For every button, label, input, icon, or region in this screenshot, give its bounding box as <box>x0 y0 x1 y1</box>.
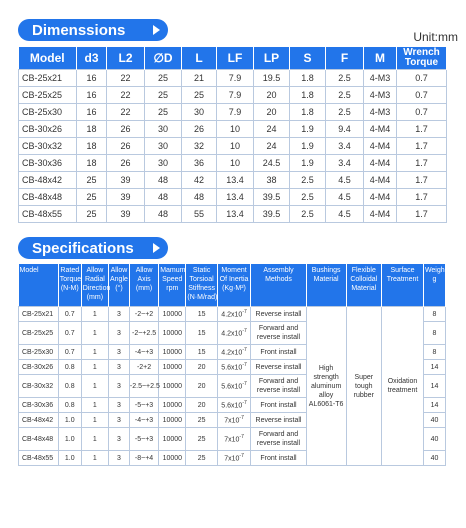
table-cell: 0.7 <box>397 87 447 104</box>
table-cell-angle: 3 <box>108 360 129 375</box>
table-cell: 25 <box>145 70 182 87</box>
arrow-right-icon <box>153 243 160 253</box>
table-cell: 30 <box>182 104 217 121</box>
inertia-value: 7x10 <box>224 417 240 425</box>
table-cell-assembly: Front install <box>251 398 306 413</box>
specifications-table <box>18 264 446 466</box>
table-cell: 18 <box>77 155 107 172</box>
dimensions-header-cell: Wrench Torque <box>397 47 447 70</box>
table-row <box>19 172 447 189</box>
table-cell: 26 <box>107 155 145 172</box>
table-cell-inertia <box>217 345 250 360</box>
table-cell: 22 <box>107 87 145 104</box>
table-cell: 3.4 <box>326 138 364 155</box>
table-cell-axis: -5~+3 <box>129 398 158 413</box>
table-cell: 32 <box>182 138 217 155</box>
table-cell: CB-25x25 <box>19 87 77 104</box>
table-cell: 30 <box>145 121 182 138</box>
table-cell-speed: 10000 <box>159 413 186 428</box>
inertia-value: 4.2x10 <box>221 311 243 319</box>
table-cell-model: CB-48x48 <box>19 428 59 451</box>
table-cell-angle: 3 <box>108 375 129 398</box>
table-cell: 4-M3 <box>364 104 397 121</box>
table-cell: 19.5 <box>254 70 290 87</box>
dimensions-header-cell: LP <box>254 47 290 70</box>
table-cell: 1.8 <box>290 70 326 87</box>
table-cell-stiff: 25 <box>186 413 217 428</box>
table-cell: 4-M4 <box>364 172 397 189</box>
table-cell-radial: 1 <box>81 413 108 428</box>
table-cell-weight: 8 <box>423 345 445 360</box>
arrow-right-icon <box>153 25 160 35</box>
table-cell-model: CB-25x25 <box>19 322 59 345</box>
table-cell-angle: 3 <box>108 307 129 322</box>
table-cell-model: CB-48x42 <box>19 413 59 428</box>
table-cell-radial: 1 <box>81 322 108 345</box>
inertia-exponent: -7 <box>242 347 247 354</box>
table-cell: 7.9 <box>217 70 254 87</box>
dimensions-title-badge <box>18 19 168 41</box>
table-row <box>19 104 447 121</box>
specifications-header-cell: Flexible Colloidal Material <box>346 264 382 307</box>
table-cell: 4-M4 <box>364 155 397 172</box>
table-cell-angle: 3 <box>108 451 129 466</box>
table-cell-speed: 10000 <box>159 307 186 322</box>
table-cell: 7.9 <box>217 87 254 104</box>
table-row <box>19 87 447 104</box>
table-cell-torque: 0.7 <box>58 345 81 360</box>
table-cell-inertia <box>217 322 250 345</box>
specifications-table-container <box>18 264 446 466</box>
table-cell-assembly: Reverse install <box>251 413 306 428</box>
table-cell: 1.8 <box>290 104 326 121</box>
bushings-material-cell: High strength aluminum alloy AL6061-T6 <box>306 307 346 466</box>
table-cell: 36 <box>182 155 217 172</box>
table-cell-radial: 1 <box>81 451 108 466</box>
table-cell: 18 <box>77 138 107 155</box>
table-cell-torque: 1.0 <box>58 428 81 451</box>
table-cell: 48 <box>145 189 182 206</box>
table-cell: 13.4 <box>217 172 254 189</box>
table-cell: 4-M4 <box>364 121 397 138</box>
specifications-header-cell: Weigh g <box>423 264 445 307</box>
table-cell-weight: 8 <box>423 307 445 322</box>
dimensions-table-container <box>18 47 446 223</box>
inertia-exponent: -7 <box>242 362 247 369</box>
dimensions-header-cell: ∅D <box>145 47 182 70</box>
table-cell: 26 <box>107 138 145 155</box>
table-cell-weight: 8 <box>423 322 445 345</box>
table-row <box>19 307 446 322</box>
table-cell: 42 <box>182 172 217 189</box>
inertia-value: 7x10 <box>224 436 240 444</box>
table-cell: 26 <box>182 121 217 138</box>
dimensions-header-row <box>19 47 447 70</box>
table-cell-stiff: 20 <box>186 375 217 398</box>
table-cell: 1.7 <box>397 206 447 223</box>
table-cell: 4-M4 <box>364 206 397 223</box>
table-cell-speed: 10000 <box>159 360 186 375</box>
dimensions-header-cell: Model <box>19 47 77 70</box>
table-cell: CB-25x21 <box>19 70 77 87</box>
table-cell-assembly: Forward and reverse install <box>251 428 306 451</box>
table-cell-angle: 3 <box>108 322 129 345</box>
table-cell-speed: 10000 <box>159 428 186 451</box>
table-cell: CB-25x30 <box>19 104 77 121</box>
table-cell: 2.5 <box>326 104 364 121</box>
table-cell: 20 <box>254 87 290 104</box>
table-cell-stiff: 15 <box>186 322 217 345</box>
table-cell-stiff: 25 <box>186 451 217 466</box>
specifications-header-cell: Allow Radial Direction (mm) <box>81 264 108 307</box>
table-cell-assembly: Reverse install <box>251 307 306 322</box>
specifications-header-row <box>19 264 446 307</box>
table-cell-assembly: Reverse install <box>251 360 306 375</box>
table-cell-model: CB-30x26 <box>19 360 59 375</box>
table-cell-torque: 0.8 <box>58 375 81 398</box>
table-cell-angle: 3 <box>108 398 129 413</box>
table-cell: 1.7 <box>397 138 447 155</box>
table-cell-stiff: 15 <box>186 307 217 322</box>
inertia-value: 5.6x10 <box>221 383 243 391</box>
table-cell: 10 <box>217 138 254 155</box>
table-cell: 2.5 <box>326 70 364 87</box>
table-cell: 2.5 <box>290 189 326 206</box>
table-cell-radial: 1 <box>81 375 108 398</box>
table-cell-weight: 40 <box>423 428 445 451</box>
table-cell: 55 <box>182 206 217 223</box>
specifications-header-cell: Bushings Material <box>306 264 346 307</box>
dimensions-header-cell: F <box>326 47 364 70</box>
table-cell-assembly: Forward and reverse install <box>251 322 306 345</box>
inertia-exponent: -7 <box>239 415 244 422</box>
table-cell: 13.4 <box>217 206 254 223</box>
table-cell: 39 <box>107 206 145 223</box>
inertia-value: 5.6x10 <box>221 364 243 372</box>
inertia-exponent: -7 <box>239 434 244 441</box>
table-cell-inertia <box>217 398 250 413</box>
table-cell: 4-M3 <box>364 70 397 87</box>
table-cell: 2.5 <box>290 172 326 189</box>
table-cell: 13.4 <box>217 189 254 206</box>
table-cell: 3.4 <box>326 155 364 172</box>
table-cell-assembly: Forward and reverse install <box>251 375 306 398</box>
table-cell: 16 <box>77 104 107 121</box>
table-cell: 0.7 <box>397 70 447 87</box>
specifications-header-cell: Mamum Speed rpm <box>159 264 186 307</box>
table-cell: 18 <box>77 121 107 138</box>
table-cell: 20 <box>254 104 290 121</box>
table-cell: CB-30x26 <box>19 121 77 138</box>
specifications-header-cell: Model <box>19 264 59 307</box>
table-cell: 21 <box>182 70 217 87</box>
inertia-exponent: -7 <box>242 309 247 316</box>
specifications-header-cell: Moment Of Inertia (Kg·M²) <box>217 264 250 307</box>
table-cell: 22 <box>107 104 145 121</box>
dimensions-header-cell: LF <box>217 47 254 70</box>
inertia-exponent: -7 <box>242 400 247 407</box>
table-cell-axis: -4~+3 <box>129 413 158 428</box>
table-cell-radial: 1 <box>81 398 108 413</box>
table-cell: 1.7 <box>397 155 447 172</box>
table-cell-radial: 1 <box>81 307 108 322</box>
table-cell-radial: 1 <box>81 428 108 451</box>
table-cell-torque: 0.7 <box>58 307 81 322</box>
table-cell-axis: -2~+2 <box>129 307 158 322</box>
inertia-exponent: -7 <box>239 453 244 460</box>
dimensions-header-cell: M <box>364 47 397 70</box>
table-row <box>19 70 447 87</box>
table-row <box>19 155 447 172</box>
table-cell: 1.7 <box>397 172 447 189</box>
table-cell: 1.7 <box>397 121 447 138</box>
specifications-header-cell: Rated Torque (N-M) <box>58 264 81 307</box>
inertia-value: 7x10 <box>224 455 240 463</box>
surface-treatment-cell: Oxidation treatment <box>382 307 424 466</box>
table-cell-model: CB-48x55 <box>19 451 59 466</box>
table-cell-torque: 0.8 <box>58 398 81 413</box>
table-cell-speed: 10000 <box>159 322 186 345</box>
table-cell-model: CB-25x21 <box>19 307 59 322</box>
table-cell: 4-M3 <box>364 87 397 104</box>
specifications-header-cell: Assembly Methods <box>251 264 306 307</box>
inertia-exponent: -7 <box>242 328 247 335</box>
dimensions-header-cell: L2 <box>107 47 145 70</box>
specifications-title: Specifications <box>32 239 134 257</box>
specifications-header-cell: Allow Axis (mm) <box>129 264 158 307</box>
table-cell: 10 <box>217 155 254 172</box>
table-cell: 24 <box>254 138 290 155</box>
table-cell: 39 <box>107 172 145 189</box>
table-cell-weight: 14 <box>423 375 445 398</box>
inertia-exponent: -7 <box>242 381 247 388</box>
table-cell-inertia <box>217 375 250 398</box>
table-cell-weight: 40 <box>423 451 445 466</box>
table-cell: 39 <box>107 189 145 206</box>
table-cell: 16 <box>77 70 107 87</box>
table-cell-radial: 1 <box>81 345 108 360</box>
table-cell: 30 <box>145 138 182 155</box>
table-cell-angle: 3 <box>108 428 129 451</box>
inertia-value: 4.2x10 <box>221 330 243 338</box>
unit-label: Unit:mm <box>413 30 458 44</box>
table-cell: 48 <box>182 189 217 206</box>
table-cell-model: CB-30x36 <box>19 398 59 413</box>
specifications-header-cell: Static Torsioal Stiffness (N·M/rad) <box>186 264 217 307</box>
table-cell-axis: -8~+4 <box>129 451 158 466</box>
table-cell: 7.9 <box>217 104 254 121</box>
table-row <box>19 189 447 206</box>
table-cell-stiff: 25 <box>186 428 217 451</box>
table-cell-stiff: 15 <box>186 345 217 360</box>
table-cell: 4.5 <box>326 189 364 206</box>
table-cell: CB-48x42 <box>19 172 77 189</box>
table-cell: 25 <box>145 104 182 121</box>
inertia-value: 4.2x10 <box>221 349 243 357</box>
table-cell: 25 <box>77 172 107 189</box>
table-cell: 25 <box>77 189 107 206</box>
table-cell-inertia <box>217 413 250 428</box>
table-cell: 16 <box>77 87 107 104</box>
table-cell-weight: 40 <box>423 413 445 428</box>
table-cell-stiff: 20 <box>186 398 217 413</box>
dimensions-header-cell: d3 <box>77 47 107 70</box>
table-cell: 48 <box>145 206 182 223</box>
table-cell: 1.9 <box>290 138 326 155</box>
table-cell-speed: 10000 <box>159 398 186 413</box>
table-cell: 2.5 <box>290 206 326 223</box>
table-cell: CB-30x32 <box>19 138 77 155</box>
table-cell: 38 <box>254 172 290 189</box>
table-cell-axis: -5~+3 <box>129 428 158 451</box>
table-cell-axis: -2~+2.5 <box>129 322 158 345</box>
table-cell: 22 <box>107 70 145 87</box>
table-cell-weight: 14 <box>423 398 445 413</box>
table-cell-angle: 3 <box>108 413 129 428</box>
table-cell: CB-48x48 <box>19 189 77 206</box>
table-cell-torque: 0.7 <box>58 322 81 345</box>
table-cell: 24 <box>254 121 290 138</box>
table-cell: 4.5 <box>326 172 364 189</box>
table-cell-torque: 0.8 <box>58 360 81 375</box>
table-cell: 24.5 <box>254 155 290 172</box>
inertia-value: 5.6x10 <box>221 402 243 410</box>
specifications-header-cell: Allow Angle (°) <box>108 264 129 307</box>
table-cell-inertia <box>217 307 250 322</box>
table-cell: 48 <box>145 172 182 189</box>
dimensions-title: Dimenssions <box>32 21 126 39</box>
table-cell: 2.5 <box>326 87 364 104</box>
table-cell: 9.4 <box>326 121 364 138</box>
dimensions-header-cell: L <box>182 47 217 70</box>
table-cell: 4-M4 <box>364 189 397 206</box>
dimensions-header-cell: S <box>290 47 326 70</box>
table-cell-inertia <box>217 360 250 375</box>
table-cell-speed: 10000 <box>159 451 186 466</box>
dimensions-table <box>18 47 447 223</box>
specifications-header-cell: Surface Treatment <box>382 264 424 307</box>
table-cell-angle: 3 <box>108 345 129 360</box>
table-cell-assembly: Front install <box>251 345 306 360</box>
table-cell: CB-30x36 <box>19 155 77 172</box>
table-cell: 1.9 <box>290 155 326 172</box>
table-cell-torque: 1.0 <box>58 413 81 428</box>
table-cell: 25 <box>182 87 217 104</box>
flexible-material-cell: Super tough rubber <box>346 307 382 466</box>
table-cell-radial: 1 <box>81 360 108 375</box>
table-cell-speed: 10000 <box>159 345 186 360</box>
table-cell-stiff: 20 <box>186 360 217 375</box>
table-cell: CB-48x55 <box>19 206 77 223</box>
table-cell: 1.7 <box>397 189 447 206</box>
table-cell: 4-M4 <box>364 138 397 155</box>
specifications-title-badge <box>18 237 168 259</box>
table-cell-assembly: Front install <box>251 451 306 466</box>
table-cell: 0.7 <box>397 104 447 121</box>
table-cell-axis: -2+2 <box>129 360 158 375</box>
table-cell-speed: 10000 <box>159 375 186 398</box>
table-cell: 39.5 <box>254 189 290 206</box>
table-cell: 25 <box>77 206 107 223</box>
table-cell-axis: -4~+3 <box>129 345 158 360</box>
table-cell: 10 <box>217 121 254 138</box>
table-cell: 4.5 <box>326 206 364 223</box>
table-cell-axis: -2.5~+2.5 <box>129 375 158 398</box>
table-cell: 25 <box>145 87 182 104</box>
table-cell-weight: 14 <box>423 360 445 375</box>
table-cell: 1.9 <box>290 121 326 138</box>
table-cell: 1.8 <box>290 87 326 104</box>
table-cell: 30 <box>145 155 182 172</box>
table-row <box>19 138 447 155</box>
table-cell-inertia <box>217 428 250 451</box>
table-cell-model: CB-30x32 <box>19 375 59 398</box>
table-cell: 39.5 <box>254 206 290 223</box>
table-cell-model: CB-25x30 <box>19 345 59 360</box>
table-cell: 26 <box>107 121 145 138</box>
table-cell-torque: 1.0 <box>58 451 81 466</box>
table-row <box>19 121 447 138</box>
table-row <box>19 206 447 223</box>
table-cell-inertia <box>217 451 250 466</box>
